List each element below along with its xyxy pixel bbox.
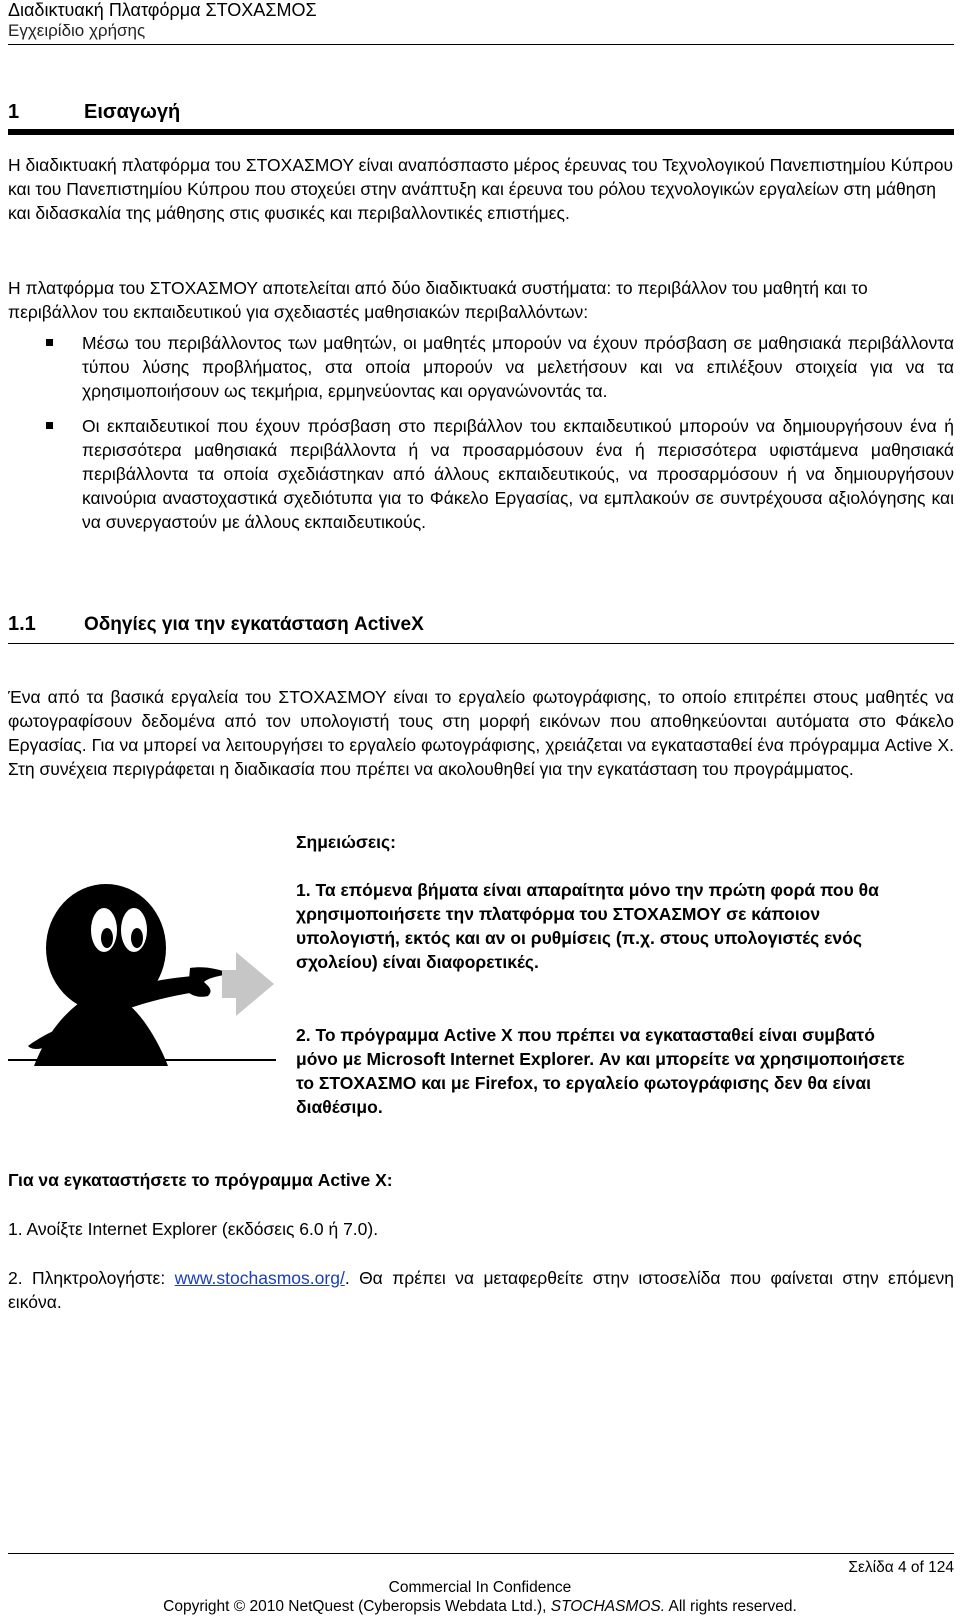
- bullet-text: Μέσω του περιβάλλοντος των μαθητών, οι μαθητές μπορούν να έχουν πρόσβαση σε μαθησιακά περιβάλλοντα τύπου λύσης προβλήματος, στα οποία μπορούν να μελετήσουν και να επιλέξουν στοιχεία για να τα χρησιμοποιήσουν ως τεκμήρια, ερμηνεύοντας και οργανώνοντάς τα.: [82, 333, 954, 401]
- copyright-suffix: All rights reserved.: [665, 1598, 797, 1615]
- stochasmos-link[interactable]: www.stochasmos.org/: [174, 1268, 345, 1288]
- copyright-notice: [0, 1598, 960, 1616]
- section-title: Εισαγωγή: [84, 101, 181, 123]
- document-title: Διαδικτυακή Πλατφόρμα ΣΤΟΧΑΣΜΟΣ: [8, 0, 317, 20]
- note-1: 1. Τα επόμενα βήματα είναι απαραίτητα μόνο την πρώτη φορά που θα χρησιμοποιήσετε την πλατφόρμα του ΣΤΟΧΑΣΜΟΥ σε κάποιον υπολογιστή, εκτός και αν οι ρυθμίσεις (π.χ. στους υπολογιστές ενός σχολείου) είναι διαφορετικές.: [296, 880, 879, 972]
- copyright-prefix: Copyright © 2010 NetQuest (Cyberopsis Webdata Ltd.),: [163, 1598, 551, 1615]
- step-2-suffix: . Θα πρέπει να μεταφερθείτε στην ιστοσελίδα που φαίνεται στην επόμενη εικόνα.: [8, 1268, 954, 1312]
- pointing-figure-icon: [8, 870, 276, 1066]
- platform-paragraph: Η πλατφόρμα του ΣΤΟΧΑΣΜΟΥ αποτελείται από δύο διαδικτυακά συστήματα: το περιβάλλον του μαθητή και το περιβάλλον του εκπαιδευτικού για σχεδιαστές μαθησιακών περιβαλλόντων:: [8, 278, 868, 322]
- activex-paragraph: Ένα από τα βασικά εργαλεία του ΣΤΟΧΑΣΜΟΥ είναι το εργαλείο φωτογράφισης, το οποίο επιτρέπει στους μαθητές να φωτογραφίσουν δεδομένα από τον υπολογιστή τους στη μορφή εικόνων που αποθηκεύονται αυτόματα στο Φάκελο Εργασίας. Για να μπορεί να λειτουργήσει το εργαλείο φωτογράφισης, χρειάζεται να εγκατασταθεί ένα πρόγραμμα Active X. Στη συνέχεια περιγράφεται η διαδικασία που πρέπει να ακολουθηθεί για την εγκατάσταση του προγράμματος.: [8, 687, 954, 779]
- section-heading-1: [8, 97, 954, 135]
- footer-divider: [8, 1553, 954, 1554]
- notes-heading: Σημειώσεις:: [296, 832, 396, 852]
- note-2: 2. Το πρόγραμμα Active X που πρέπει να εγκατασταθεί είναι συμβατό μόνο με Microsoft Internet Explorer. Αν και μπορείτε να χρησιμοποιήσετε το ΣΤΟΧΑΣΜΟ και με Firefox, το εργαλείο φωτογράφισης δεν θα είναι διαθέσιμο.: [296, 1025, 905, 1117]
- step-2-prefix: 2. Πληκτρολογήστε:: [8, 1268, 175, 1288]
- notes-block: [296, 830, 916, 854]
- page-number: Σελίδα 4 of 124: [848, 1559, 954, 1576]
- bullet-list: [8, 331, 954, 545]
- bullet-text: Οι εκπαιδευτικοί που έχουν πρόσβαση στο περιβάλλον του εκπαιδευτικού μπορούν να δημιουργήσουν ένα ή περισσότερα μαθησιακά περιβάλλοντα ή να προσαρμόσουν ένα ή περισσότερα υφιστάμενα μαθησιακά περιβάλλοντα τα οποία σχεδιάστηκαν από άλλους εκπαιδευτικούς, να προσαρμόσουν ή να δημιουργήσουν καινούρια αναστοχαστικά σχεδιότυπα για το Φάκελο Εργασίας, να εμπλακούν σε συντρέχουσα αξιολόγησης και να συνεργαστούν με άλλους εκπαιδευτικούς.: [82, 416, 954, 532]
- list-item: [8, 331, 954, 403]
- section-heading-1-1: [8, 611, 954, 644]
- intro-paragraph: Η διαδικτυακή πλατφόρμα του ΣΤΟΧΑΣΜΟΥ είναι αναπόσπαστο μέρος έρευνας του Τεχνολογικού Πανεπιστημίου Κύπρου και του Πανεπιστημίου Κύπρου που στοχεύει στην ανάπτυξη και έρευνα του ρόλου τεχνολογικών εργαλείων στη μάθηση και διδασκαλία της μάθησης στις φυσικές και περιβαλλοντικές επιστήμες.: [8, 155, 954, 223]
- bullet-marker: [46, 422, 53, 429]
- confidentiality-notice: Commercial In Confidence: [388, 1579, 572, 1596]
- section-number: 1: [8, 101, 20, 123]
- pointing-figure-illustration: [8, 870, 276, 1066]
- install-step-1: 1. Ανοίξτε Internet Explorer (εκδόσεις 6.0 ή 7.0).: [8, 1219, 379, 1239]
- install-heading: Για να εγκαταστήσετε το πρόγραμμα Active X:: [8, 1170, 393, 1190]
- install-step-2: [8, 1266, 954, 1314]
- page-header: [8, 0, 954, 45]
- copyright-brand: STOCHASMOS.: [550, 1598, 666, 1615]
- bullet-marker: [46, 339, 53, 346]
- list-item: [8, 414, 954, 534]
- subsection-title: Οδηγίες για την εγκατάσταση ActiveX: [84, 614, 424, 635]
- subsection-number: 1.1: [8, 613, 36, 635]
- document-subtitle: Εγχειρίδιο χρήσης: [8, 21, 146, 40]
